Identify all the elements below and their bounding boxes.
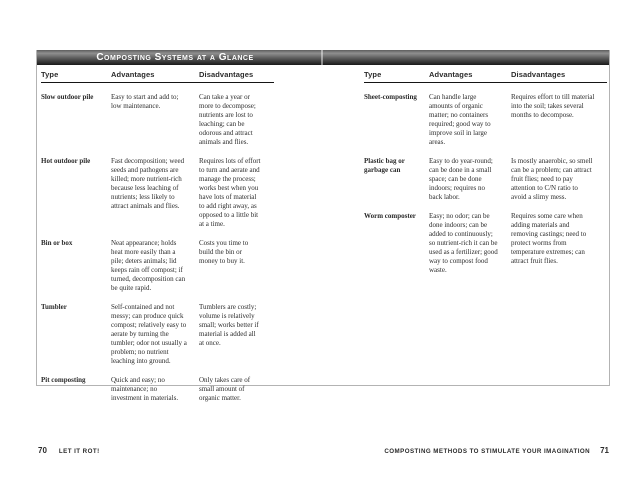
row-disadvantages-cell: Requires some care when adding materials and removing castings; need to protect worms from temperature extremes; can attract fruit flies. — [511, 212, 587, 265]
left-col-header-advantages: Advantages — [111, 70, 155, 79]
row-advantages-cell: Easy to do year-round; can be done in a small space; can be done indoors; requires no back labor. — [429, 157, 493, 201]
row-disadvantages-cell: Can take a year or more to decompose; nutrients are lost to leaching; can be odorous and attract animals and flies. — [199, 93, 256, 146]
composting-systems-table — [36, 50, 610, 402]
row-type-label: Bin or box — [41, 239, 73, 247]
right-col-header-advantages: Advantages — [429, 70, 473, 79]
chapter-title-running-foot: COMPOSTING METHODS TO STIMULATE YOUR IMAGINATION — [384, 448, 591, 455]
left-col-header-type: Type — [41, 70, 59, 79]
left-page-footer — [38, 446, 100, 455]
row-type-label: Worm composter — [364, 212, 416, 220]
page-gutter-divider — [321, 50, 323, 65]
row-type-label: Tumbler — [41, 303, 67, 311]
table-row-plastic-bag-or-garbage-can — [364, 157, 607, 202]
row-disadvantages-cell: Tumblers are costly; volume is relatively small; works better if material is added all at once. — [199, 303, 259, 347]
book-title-running-foot: LET IT ROT! — [58, 448, 100, 455]
table-row-sheet-composting — [364, 93, 607, 147]
row-type-label: Sheet-composting — [364, 93, 417, 101]
table-title: Composting Systems at a Glance — [96, 51, 254, 63]
row-advantages-cell: Fast decomposition; weed seeds and pathogens are killed; more nutrient-rich because less leaching of nutrients; less likely to attract animals and flies. — [111, 157, 185, 210]
right-col-header-type: Type — [364, 70, 382, 79]
right-page-table-section — [364, 65, 607, 275]
right-column-headers — [364, 65, 607, 83]
row-advantages-cell: Self-contained and not messy; can produce quick compost; relatively easy to aerate by turning the tumbler; odor not usually a problem; no nutrient leaching into ground. — [111, 303, 187, 365]
left-column-headers — [41, 65, 274, 83]
row-type-label: Hot outdoor pile — [41, 157, 91, 165]
left-page-number: 70 — [38, 446, 47, 455]
row-advantages-cell: Easy to start and add to; low maintenance. — [111, 93, 179, 110]
right-col-header-disadvantages: Disadvantages — [511, 70, 566, 79]
right-page-number: 71 — [600, 446, 609, 455]
table-row-pit-composting — [41, 376, 274, 403]
table-row-slow-outdoor-pile — [41, 93, 274, 147]
table-row-hot-outdoor-pile — [41, 157, 274, 229]
row-advantages-cell: Easy; no odor; can be done indoors; can be added to continuously; so nutrient-rich it can be used as a fertilizer; good way to compost food waste. — [429, 212, 498, 274]
row-advantages-cell: Quick and easy; no maintenance; no investment in materials. — [111, 376, 179, 402]
table-row-worm-composter — [364, 212, 607, 275]
row-advantages-cell: Neat appearance; holds heat more easily than a pile; deters animals; lid keeps rain off compost; if turned, decomposition can be quite rapid. — [111, 239, 186, 292]
row-type-label: Slow outdoor pile — [41, 93, 94, 101]
left-page-table-section — [41, 65, 274, 403]
row-advantages-cell: Can handle large amounts of organic matter; no containers required; good way to improve soil in large areas. — [429, 93, 491, 146]
right-page-footer — [384, 446, 609, 455]
row-type-label: Pit composting — [41, 376, 86, 384]
row-disadvantages-cell: Requires lots of effort to turn and aerate and manage the process; works best when you have lots of material to add right away, as opposed to a little bit at a time. — [199, 157, 261, 228]
row-disadvantages-cell: Costs you time to build the bin or money to buy it. — [199, 239, 249, 265]
table-row-tumbler — [41, 303, 274, 366]
table-row-bin-or-box — [41, 239, 274, 293]
row-disadvantages-cell: Only takes care of small amount of organic matter. — [199, 376, 251, 402]
row-disadvantages-cell: Is mostly anaerobic, so smell can be a problem; can attract fruit flies; need to pay attention to C/N ratio to avoid a slimy mess. — [511, 157, 593, 201]
left-col-header-disadvantages: Disadvantages — [199, 70, 254, 79]
table-title-banner — [37, 50, 609, 65]
row-disadvantages-cell: Requires effort to till material into the soil; takes several months to decompose. — [511, 93, 595, 119]
row-type-label: Plastic bag or garbage can — [364, 157, 405, 174]
